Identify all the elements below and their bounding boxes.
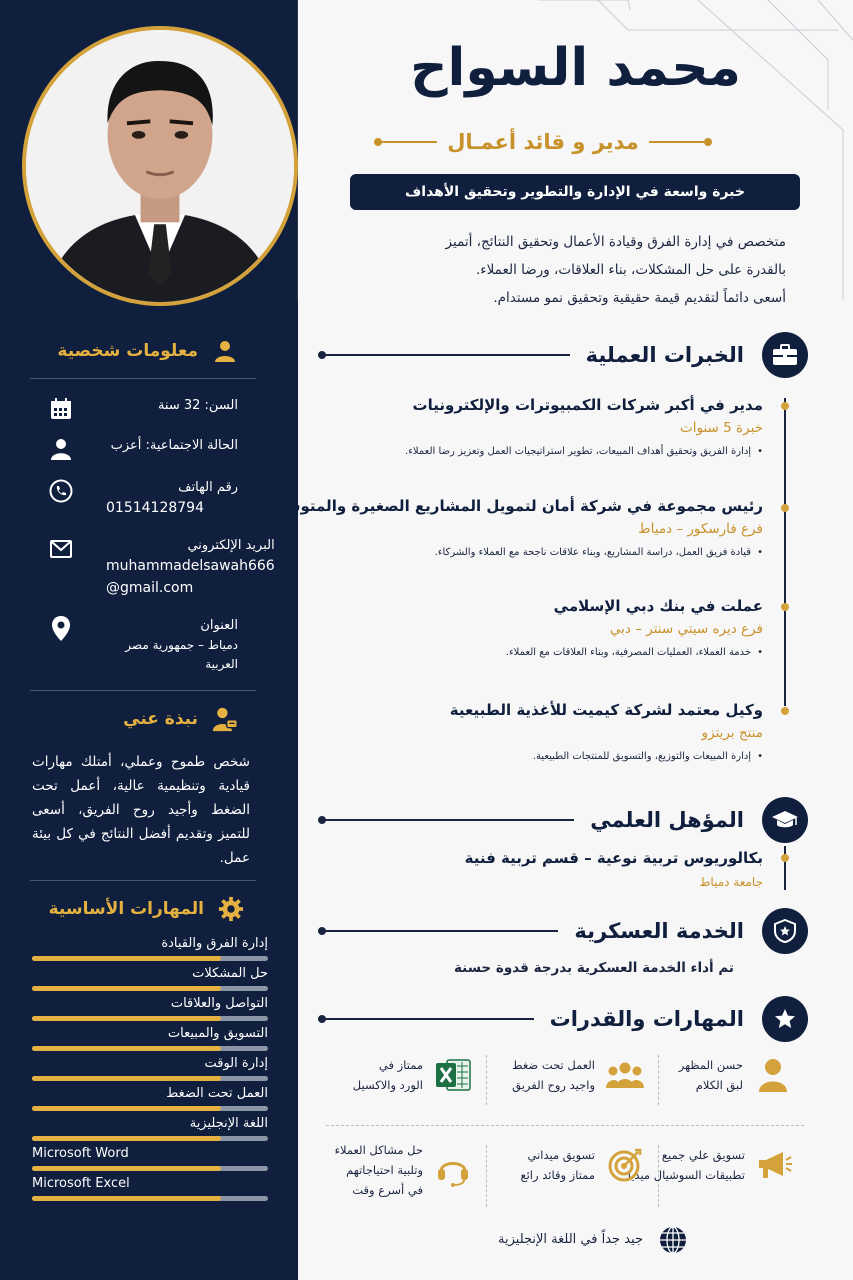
skill-bar xyxy=(32,1076,268,1081)
heading-line xyxy=(320,354,570,356)
email-address-line1[interactable]: muhammadelsawah666 xyxy=(106,558,275,575)
english-level xyxy=(498,1220,693,1260)
skill-label: إدارة الوقت xyxy=(204,1056,268,1071)
job-entry xyxy=(318,701,763,762)
about-title: نبذة عني xyxy=(123,709,198,729)
skill-bar xyxy=(32,956,268,961)
skill-label: Microsoft Excel xyxy=(32,1176,130,1191)
location-pin-icon xyxy=(48,616,74,642)
main-content xyxy=(262,0,853,1280)
ability-text: تسويق علي جميع xyxy=(661,1148,745,1162)
job-title: عملت في بنك دبي الإسلامي xyxy=(553,597,763,615)
ability-text: حسن المظهر xyxy=(678,1058,743,1072)
separator xyxy=(658,1055,659,1105)
skill-bar xyxy=(32,1106,268,1111)
abilities-heading xyxy=(320,996,808,1042)
education-timeline xyxy=(784,846,786,890)
skill-bar-fill xyxy=(32,1046,221,1051)
info-address xyxy=(48,616,238,673)
phone-label: رقم الهاتف xyxy=(178,480,238,495)
skill-label: حل المشكلات xyxy=(192,966,268,981)
ability-text: في أسرع وقت xyxy=(352,1183,423,1197)
info-email xyxy=(48,536,275,600)
marital-status-text: الحالة الاجتماعية: أعزب xyxy=(110,438,238,453)
job-description: • قيادة فريق العمل، دراسة المشاريع، وبناء علاقات ناجحة مع العملاء والشركاء. xyxy=(318,547,763,558)
email-label: البريد الإلكتروني xyxy=(187,538,275,553)
education-entry xyxy=(318,849,763,889)
graduation-cap-icon xyxy=(762,797,808,843)
skill-item xyxy=(32,1056,268,1081)
about-text: شخص طموح وعملي، أمتلك مهارات قيادية وتنظيمية عالية، أعمل تحت الضغط وأجيد روح الفريق، أسعى للتميز وتقديم أفضل النتائج في كل بيئة عمل. xyxy=(32,754,250,866)
skill-label: التسويق والمبيعات xyxy=(167,1026,268,1041)
job-entry xyxy=(318,597,763,658)
job-subtitle: منتج بريتزو xyxy=(701,725,763,741)
job-description: • إدارة المبيعات والتوزيع، والتسويق للمنتجات الطبيعية. xyxy=(318,751,763,762)
info-status xyxy=(48,436,238,462)
ability-text: العمل تحت ضغط xyxy=(511,1058,595,1072)
skill-bar-fill xyxy=(32,1196,221,1201)
summary xyxy=(358,228,786,312)
core-skills-heading xyxy=(49,896,244,922)
skill-bar xyxy=(32,1136,268,1141)
skill-bar xyxy=(32,986,268,991)
role-ornament-left xyxy=(649,141,708,143)
ability-text: ممتاز في xyxy=(378,1058,423,1072)
job-entry xyxy=(318,396,763,457)
skill-item xyxy=(32,936,268,961)
job-subtitle: فرع فارسكور – دمياط xyxy=(638,521,763,537)
info-phone xyxy=(48,478,238,520)
skill-label: Microsoft Word xyxy=(32,1146,129,1161)
core-skills-title: المهارات الأساسية xyxy=(48,899,204,919)
skill-label: التواصل والعلاقات xyxy=(170,996,268,1011)
ability-item xyxy=(335,1140,473,1200)
star-icon xyxy=(762,996,808,1042)
separator xyxy=(486,1055,487,1105)
ability-text: واجيد روح الفريق xyxy=(512,1078,595,1092)
skill-item xyxy=(32,1176,268,1201)
skill-bar-fill xyxy=(32,1076,221,1081)
headset-icon xyxy=(433,1150,473,1190)
skill-item xyxy=(32,966,268,991)
heading-line xyxy=(320,1018,534,1020)
skill-bar-fill xyxy=(32,1016,221,1021)
abilities-title: المهارات والقدرات xyxy=(549,1007,744,1031)
skill-item xyxy=(32,1116,268,1141)
military-status-text: تم أداء الخدمة العسكرية بدرجة قدوة حسنة xyxy=(454,960,734,976)
ability-text: تسويق ميداني xyxy=(527,1148,595,1162)
job-title: مدير في أكبر شركات الكمبيوترات والإلكترونيات xyxy=(412,396,763,414)
summary-line: بالقدرة على حل المشكلات، بناء العلاقات، ورضا العملاء. xyxy=(475,262,786,278)
sidebar xyxy=(0,0,298,1280)
globe-icon xyxy=(653,1220,693,1260)
experience-timeline xyxy=(784,398,786,706)
english-level-text: جيد جداً في اللغة الإنجليزية xyxy=(498,1232,643,1247)
summary-line: أسعى دائماً لتقديم قيمة حقيقية وتحقيق نمو مستدام. xyxy=(493,290,786,306)
excel-icon xyxy=(433,1055,473,1095)
job-entry xyxy=(262,497,763,558)
skill-bar-fill xyxy=(32,986,221,991)
person-icon xyxy=(753,1055,793,1095)
timeline-dot xyxy=(781,402,789,410)
role-line xyxy=(378,130,708,154)
megaphone-icon xyxy=(755,1145,795,1185)
personal-info-heading xyxy=(57,338,238,364)
email-address-line2[interactable]: @gmail.com xyxy=(106,579,194,596)
skill-bar xyxy=(32,1016,268,1021)
calendar-icon xyxy=(48,396,74,422)
user-icon xyxy=(212,338,238,364)
person-icon xyxy=(48,436,74,462)
education-title: المؤهل العلمي xyxy=(590,808,744,832)
ability-item xyxy=(520,1145,645,1185)
skill-item xyxy=(32,996,268,1021)
ability-text: الورد والاكسيل xyxy=(352,1078,423,1092)
phone-icon xyxy=(48,478,74,504)
shield-icon xyxy=(762,908,808,954)
target-icon xyxy=(605,1145,645,1185)
address-text: دمياط – جمهورية مصر العربية xyxy=(125,638,238,671)
phone-number[interactable]: 01514128794 xyxy=(106,500,204,517)
job-title: رئيس مجموعة في شركة أمان لتمويل المشاريع الصغيرة والمتوسطة xyxy=(262,497,763,515)
university-name: جامعة دمياط xyxy=(699,875,763,889)
skill-bar-fill xyxy=(32,1136,221,1141)
education-heading xyxy=(320,797,808,843)
ability-text: تطبيقات السوشيال ميديا xyxy=(627,1168,745,1182)
divider xyxy=(30,378,256,379)
person-portrait-icon xyxy=(26,30,294,302)
info-age xyxy=(48,396,238,422)
divider xyxy=(30,690,256,691)
profile-photo xyxy=(22,26,298,306)
timeline-dot xyxy=(781,504,789,512)
skill-bar-fill xyxy=(32,1106,221,1111)
mail-icon xyxy=(48,536,74,562)
skill-item xyxy=(32,1086,268,1111)
ability-item xyxy=(628,1145,795,1185)
separator xyxy=(486,1145,487,1207)
ability-item xyxy=(353,1055,473,1095)
skill-bar-fill xyxy=(32,1166,221,1171)
ability-item xyxy=(679,1055,793,1095)
about-heading xyxy=(123,706,238,732)
skill-bar xyxy=(32,1166,268,1171)
candidate-name: محمد السواح xyxy=(410,38,741,98)
skill-bar xyxy=(32,1046,268,1051)
experience-heading xyxy=(320,332,808,378)
skill-label: إدارة الفرق والقيادة xyxy=(161,936,268,951)
ability-text: ممتاز وقائد رائع xyxy=(520,1168,595,1182)
job-role: مدير و قائد أعمـال xyxy=(447,130,639,154)
degree-title: بكالوريوس تربية نوعية – قسم تربية فنية xyxy=(464,849,763,867)
timeline-dot xyxy=(781,603,789,611)
heading-line xyxy=(320,819,574,821)
summary-line: متخصص في إدارة الفرق وقيادة الأعمال وتحقيق النتائج، أتميز xyxy=(445,234,786,250)
timeline-dot xyxy=(781,707,789,715)
ability-text: لبق الكلام xyxy=(695,1078,743,1092)
briefcase-icon xyxy=(762,332,808,378)
job-subtitle: خبرة 5 سنوات xyxy=(680,420,763,436)
gear-icon xyxy=(218,896,244,922)
skill-bar xyxy=(32,1196,268,1201)
skill-item xyxy=(32,1026,268,1051)
team-icon xyxy=(605,1055,645,1095)
job-subtitle: فرع ديره سيتي سنتر – دبي xyxy=(609,621,763,637)
skill-item xyxy=(32,1146,268,1171)
address-label: العنوان xyxy=(200,618,238,633)
user-chat-icon xyxy=(212,706,238,732)
age-text: السن: 32 سنة xyxy=(157,398,238,413)
job-description: • إدارة الفريق وتحقيق أهداف المبيعات، تطوير استراتيجيات العمل وتعزيز رضا العملاء. xyxy=(318,446,763,457)
skill-label: العمل تحت الضغط xyxy=(166,1086,268,1101)
skill-bar-fill xyxy=(32,956,221,961)
separator xyxy=(326,1125,804,1126)
heading-line xyxy=(320,930,558,932)
ability-text: حل مشاكل العملاء xyxy=(334,1143,423,1157)
personal-info-title: معلومات شخصية xyxy=(57,341,198,361)
experience-title: الخبرات العملية xyxy=(585,343,744,367)
skill-label: اللغة الإنجليزية xyxy=(189,1116,268,1131)
role-ornament-right xyxy=(378,141,437,143)
ability-item xyxy=(512,1055,645,1095)
ability-text: وتلبية احتياجاتهم xyxy=(346,1163,423,1177)
job-description: • خدمة العملاء، العمليات المصرفية، وبناء العلاقات مع العملاء. xyxy=(318,647,763,658)
divider xyxy=(30,880,256,881)
military-title: الخدمة العسكرية xyxy=(574,919,744,943)
military-heading xyxy=(320,908,808,954)
tagline-banner: خبرة واسعة في الإدارة والتطوير وتحقيق الأهداف xyxy=(350,174,800,210)
timeline-dot xyxy=(781,854,789,862)
job-title: وكيل معتمد لشركة كيميت للأغذية الطبيعية xyxy=(449,701,763,719)
